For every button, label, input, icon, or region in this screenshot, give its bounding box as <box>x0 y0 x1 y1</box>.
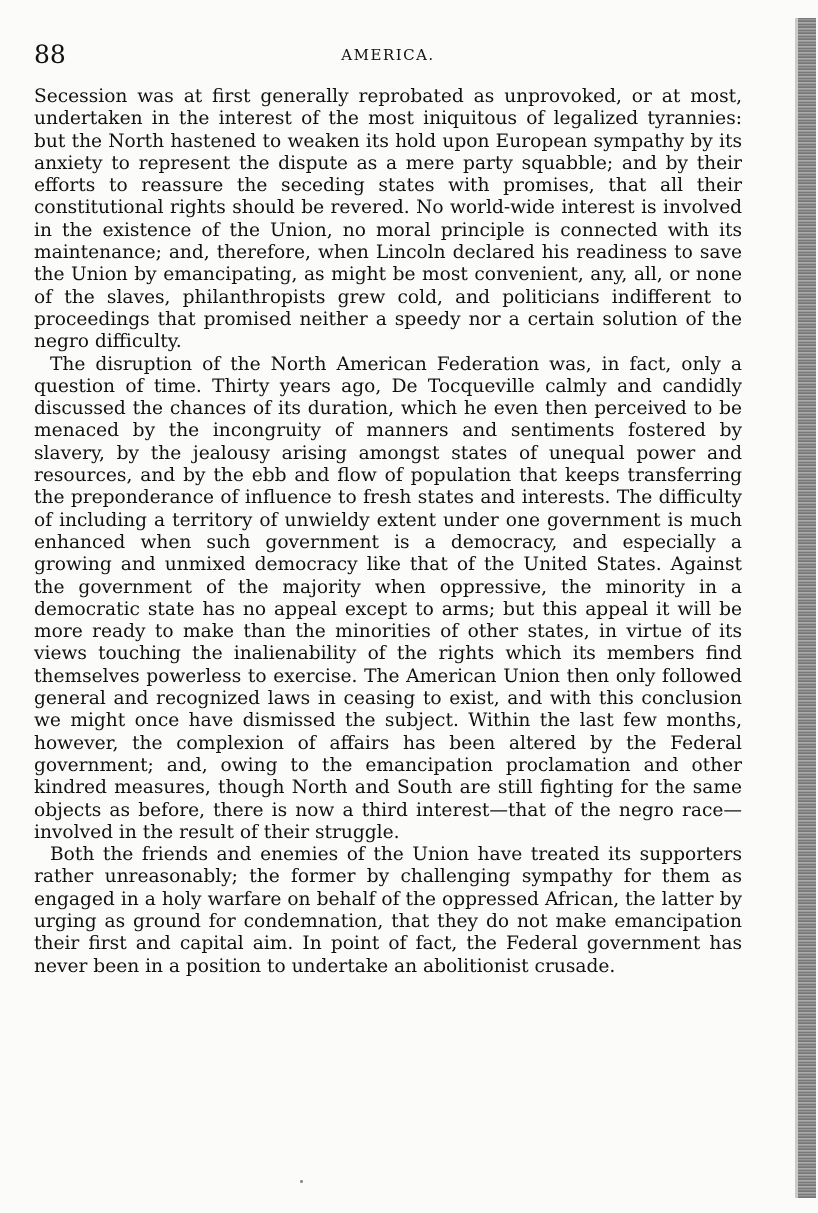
page-header <box>34 40 742 70</box>
running-title: AMERICA. <box>341 46 435 64</box>
paragraph-2: The disruption of the North American Federation was, in fact, only a question of time. Thirty years ago, De Tocqueville calmly and candidly discussed the chances of its duration, which he even then perceived to be menaced by the incongruity of manners and sentiments fostered by slavery, by the jealousy arising amongst states of unequal power and resources, and by the ebb and flow of population that keeps transferring the preponderance of influence to fresh states and interests. The difficulty of including a territory of unwieldy extent under one government is much enhanced when such government is a democracy, and especially a growing and unmixed democracy like that of the United States. Against the government of the majority when oppressive, the minority in a democratic state has no appeal except to arms; but this appeal it will be more ready to make than the minorities of other states, in virtue of its views touching the inalienability of the rights which its members find themselves powerless to exercise. The American Union then only followed general and recognized laws in ceasing to exist, and with this conclusion we might once have dismissed the subject. Within the last few months, however, the complexion of affairs has been altered by the Federal government; and, owing to the emancipation proclamation and other kindred measures, though North and South are still fighting for the same objects as before, there is now a third interest—that of the negro race—involved in the result of their struggle. <box>34 353 742 843</box>
page-number: 88 <box>34 40 66 69</box>
body-text <box>34 86 742 978</box>
book-spine-edge <box>798 18 816 1198</box>
paragraph-1: Secession was at first generally reprobated as unprovoked, or at most, undertaken in the interest of the most iniquitous of legalized tyrannies: but the North hastened to weaken its hold upon European sympathy by its anxiety to represent the dispute as a mere party squabble; and by their efforts to reassure the seceding states with promises, that all their constitutional rights should be revered. No world-wide interest is involved in the existence of the Union, no moral principle is connected with its maintenance; and, therefore, when Lincoln declared his readiness to save the Union by emancipating, as might be most convenient, any, all, or none of the slaves, philanthropists grew cold, and politicians indifferent to proceedings that promised neither a speedy nor a certain solution of the negro difficulty. <box>34 86 742 353</box>
ink-speck <box>300 1180 303 1183</box>
paragraph-3: Both the friends and enemies of the Union have treated its supporters rather unreasonably; the former by challenging sympathy for them as engaged in a holy warfare on behalf of the oppressed African, the latter by urging as ground for condemnation, that they do not make emancipation their first and capital aim. In point of fact, the Federal government has never been in a position to undertake an abolitionist crusade. <box>34 844 742 977</box>
